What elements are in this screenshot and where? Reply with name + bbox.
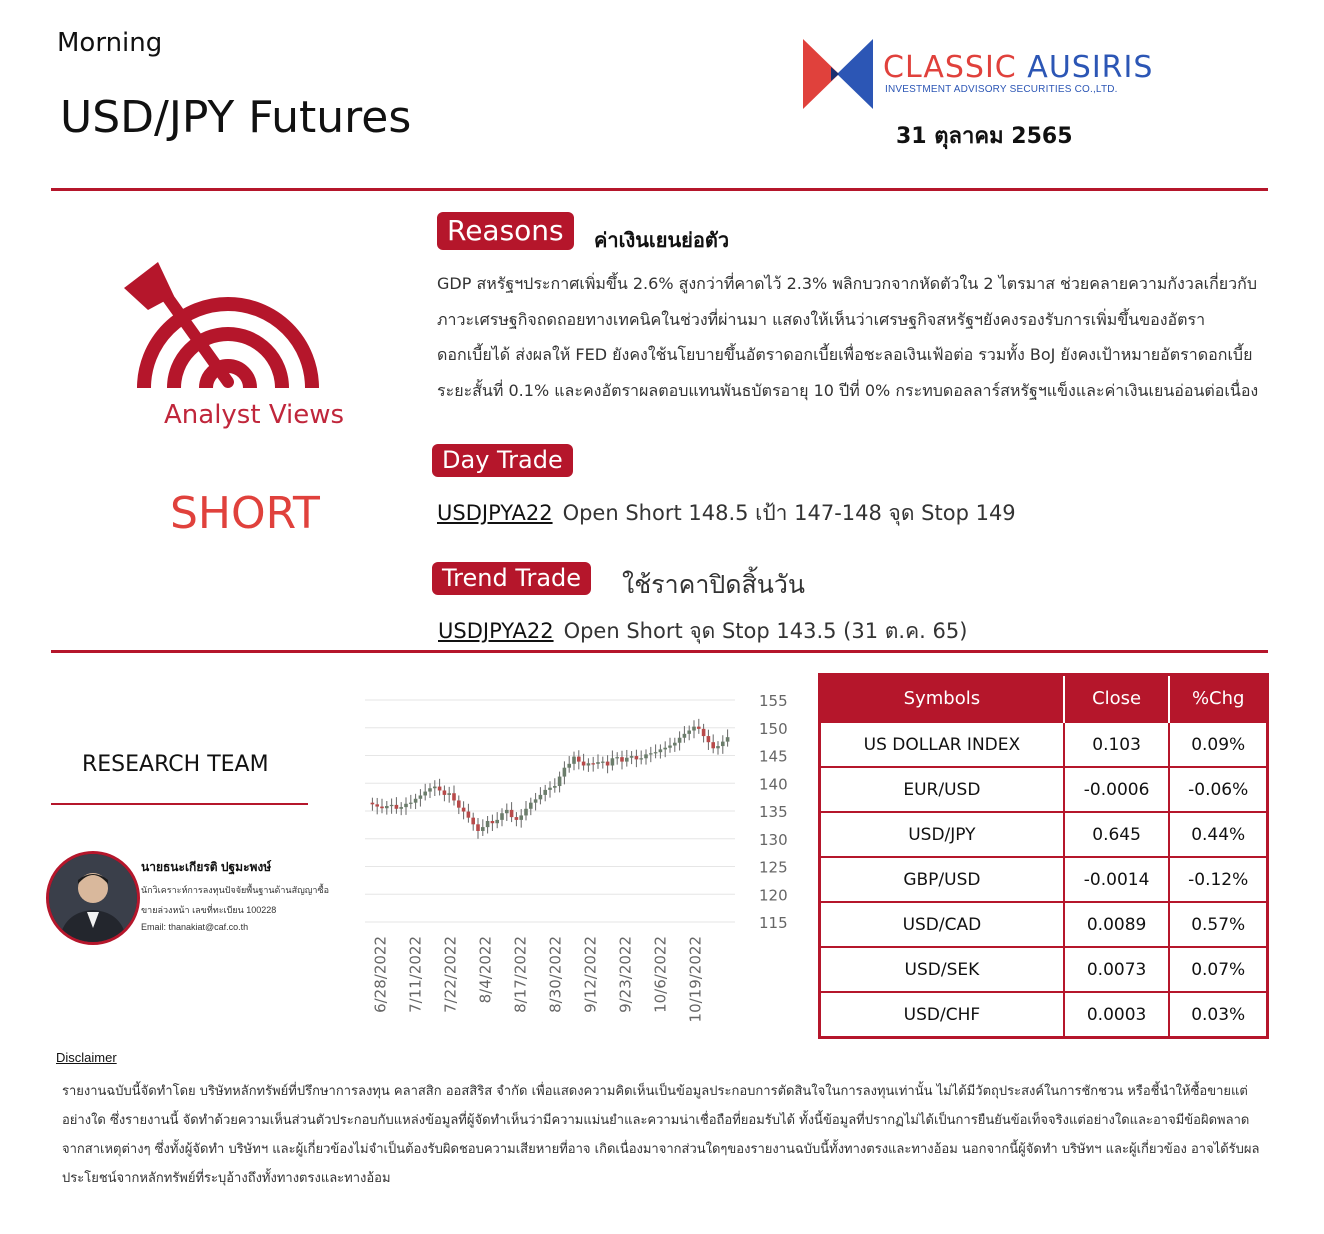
candle	[529, 798, 533, 815]
trend-trade-tag: Trend Trade	[432, 562, 591, 595]
candle	[630, 751, 634, 764]
candle	[563, 761, 567, 784]
company-subtitle: INVESTMENT ADVISORY SECURITIES CO.,LTD.	[885, 84, 1118, 95]
candle	[462, 801, 466, 819]
candle	[491, 815, 495, 831]
candle	[385, 801, 389, 815]
close-cell: -0.0014	[1064, 857, 1170, 902]
x-tick-label: 10/19/2022	[686, 936, 705, 1023]
candle	[582, 754, 586, 771]
x-tick-label: 9/23/2022	[616, 936, 635, 1013]
candle	[495, 812, 499, 828]
candle	[467, 804, 471, 823]
candle	[534, 793, 538, 810]
candle	[639, 751, 643, 765]
day-trade-symbol[interactable]: USDJPYA22	[437, 501, 553, 525]
candle	[567, 756, 571, 773]
candle	[721, 735, 725, 754]
col-close: Close	[1064, 675, 1170, 723]
section-divider	[51, 650, 1268, 653]
candle	[702, 724, 706, 743]
candle	[452, 785, 456, 805]
y-tick-label: 135	[759, 803, 788, 821]
trend-trade-plan: Open Short จุด Stop 143.5 (31 ต.ค. 65)	[563, 619, 968, 643]
table-row	[820, 812, 1268, 857]
report-kicker: Morning	[57, 28, 163, 58]
close-cell: -0.0006	[1064, 767, 1170, 812]
usdjpy-price-chart	[340, 680, 800, 1040]
candle	[409, 795, 413, 809]
x-tick-label: 9/12/2022	[581, 936, 600, 1013]
candle	[668, 738, 672, 753]
symbol-cell: USD/SEK	[820, 947, 1064, 992]
chg-cell: -0.12%	[1169, 857, 1267, 902]
candle	[697, 719, 701, 734]
header-divider	[51, 188, 1268, 191]
research-team-label: RESEARCH TEAM	[82, 752, 269, 777]
candle	[606, 755, 610, 773]
x-tick-label: 6/28/2022	[371, 936, 390, 1013]
market-table	[818, 673, 1269, 1039]
candle	[539, 787, 543, 804]
close-cell: 0.0003	[1064, 992, 1170, 1038]
candle	[649, 747, 653, 762]
disclaimer-body: รายงานฉบับนี้จัดทำโดย บริษัทหลักทรัพย์ที่ปรึกษาการลงทุน คลาสสิก ออสสิริส จำกัด เพื่อแสดงความคิดเห็นเป็นข้อมูลประกอบการตัดสินใจในการลงทุนเท่านั้น ไม่ได้มีวัตถุประสงค์ในการชักชวน หรือชี้นำให้ซื้อขายแต่อย่างใด ซึ่งรายงานนี้ จัดทำด้วยความเห็นส่วนตัวประกอบกับแหล่งข้อมูลที่ผู้จัดทำเห็นว่ามีความแม่นยำและความน่าเชื่อถือที่ยอมรับได้ ทั้งนี้ข้อมูลที่ปรากฏไม่ได้เป็นการยืนยันข้อเท็จจริงแต่อย่างใดและอาจมีข้อผิดพลาดจากสาเหตุต่างๆ ซึ่งทั้งผู้จัดทำ บริษัทฯ และผู้เกี่ยวข้องไม่จำเป็นต้องรับผิดชอบความเสียหายที่อาจ เกิดเนื่องมาจากส่วนใดๆของรายงานฉบับนี้ทั้งทางตรงและทางอ้อม นอกจากนี้ผู้จัดทำ บริษัทฯ และผู้เกี่ยวข้อง อาจได้รับผลประโยชน์จากหลักทรัพย์ที่ระบุอ้างถึงทั้งทางตรงและทางอ้อม	[62, 1084, 1260, 1186]
candle	[625, 750, 629, 767]
candle	[471, 813, 475, 831]
candle	[558, 772, 562, 793]
candle	[615, 752, 619, 764]
chg-cell: 0.44%	[1169, 812, 1267, 857]
symbol-cell: EUR/USD	[820, 767, 1064, 812]
col-chg: %Chg	[1169, 675, 1267, 723]
analyst-views-label: Analyst Views	[164, 400, 345, 430]
x-tick-label: 8/17/2022	[511, 936, 530, 1013]
candle	[620, 751, 624, 770]
trend-trade-symbol[interactable]: USDJPYA22	[438, 619, 554, 643]
chg-cell: 0.03%	[1169, 992, 1267, 1038]
chg-cell: 0.07%	[1169, 947, 1267, 992]
candle	[644, 749, 648, 764]
x-tick-label: 7/22/2022	[441, 936, 460, 1013]
day-trade-tag: Day Trade	[432, 444, 573, 477]
table-row	[820, 902, 1268, 947]
x-tick-label: 8/4/2022	[476, 936, 495, 1004]
candle	[371, 798, 375, 811]
position-signal: SHORT	[170, 488, 320, 539]
close-cell: 0.645	[1064, 812, 1170, 857]
company-name: CLASSIC AUSIRIS	[883, 50, 1154, 85]
candle	[543, 785, 547, 801]
symbol-cell: USD/JPY	[820, 812, 1064, 857]
reasons-tag: Reasons	[437, 212, 574, 250]
company-logo-mark	[803, 39, 873, 114]
report-date: 31 ตุลาคม 2565	[896, 124, 1073, 149]
candle	[716, 741, 720, 755]
y-tick-label: 120	[759, 886, 788, 905]
candle	[678, 731, 682, 750]
close-cell: 0.0073	[1064, 947, 1170, 992]
analyst-avatar	[46, 851, 140, 945]
candle	[419, 789, 423, 806]
candle	[548, 781, 552, 797]
candle	[510, 802, 514, 822]
analyst-role: นักวิเคราะห์การลงทุนปัจจัยพื้นฐานด้านสัญญาซื้อขายล่วงหน้า เลขที่ทะเบียน 100228	[141, 885, 329, 915]
day-trade-line	[437, 497, 1016, 530]
x-tick-label: 7/11/2022	[406, 936, 425, 1013]
target-icon	[118, 258, 338, 413]
reasons-body: GDP สหรัฐฯประกาศเพิ่มขึ้น 2.6% สูงกว่าที่คาดไว้ 2.3% พลิกบวกจากหัดตัวใน 2 ไตรมาส ช่วยคลายความกังวลเกี่ยวกับภาวะเศรษฐกิจถดถอยทางเทคนิคในช่วงที่ผ่านมา แสดงให้เห็นว่าเศรษฐกิจสหรัฐฯยังคงรองรับการเพิ่มขึ้นของอัตราดอกเบี้ยได้ ส่งผลให้ FED ยังคงใช้นโยบายขึ้นอัตราดอกเบี้ยเพื่อชะลอเงินเฟ้อต่อ รวมทั้ง BoJ ยังคงเป้าหมายอัตราดอกเบี้ยระยะสั้นที่ 0.1% และคงอัตราผลตอบแทนพันธบัตรอายุ 10 ปีที่ 0% กระทบดอลลาร์สหรัฐฯแข็งและค่าเงินเยนอ่อนต่อเนื่อง	[437, 274, 1259, 400]
candle	[692, 720, 696, 738]
candle	[726, 729, 730, 746]
candle	[428, 783, 432, 798]
candle	[505, 804, 509, 821]
col-symbols: Symbols	[820, 675, 1064, 723]
candle	[404, 797, 408, 814]
candle	[399, 802, 403, 815]
table-row	[820, 722, 1268, 767]
candle	[375, 798, 379, 814]
symbol-cell: USD/CHF	[820, 992, 1064, 1038]
candle	[635, 750, 639, 767]
close-cell: 0.0089	[1064, 902, 1170, 947]
table-row	[820, 992, 1268, 1038]
candle	[673, 738, 677, 752]
candle	[443, 785, 447, 801]
candle	[707, 730, 711, 750]
candle	[591, 757, 595, 772]
table-row	[820, 767, 1268, 812]
symbol-cell: US DOLLAR INDEX	[820, 722, 1064, 767]
y-tick-label: 145	[759, 747, 788, 766]
reasons-headline: ค่าเงินเยนย่อตัว	[594, 228, 730, 252]
candle	[433, 780, 437, 796]
y-tick-label: 125	[759, 858, 788, 877]
candle	[683, 726, 687, 743]
close-cell: 0.103	[1064, 722, 1170, 767]
analyst-name: นายธนะเกียรติ ปฐมะพงษ์	[141, 860, 272, 874]
y-tick-label: 140	[759, 775, 788, 794]
candle	[476, 818, 480, 839]
candle	[438, 779, 442, 796]
candle	[577, 750, 581, 769]
analyst-email[interactable]: Email: thanakiat@caf.co.th	[141, 922, 249, 932]
chg-cell: 0.09%	[1169, 722, 1267, 767]
y-tick-label: 130	[759, 830, 788, 849]
candle	[663, 741, 667, 757]
candle	[587, 758, 591, 772]
candle	[447, 787, 451, 803]
candle	[524, 801, 528, 820]
research-team-underline	[51, 803, 308, 805]
x-tick-label: 8/30/2022	[546, 936, 565, 1013]
candle	[519, 809, 523, 828]
trend-trade-line	[438, 615, 967, 648]
y-tick-label: 150	[759, 719, 788, 738]
y-tick-label: 115	[759, 914, 788, 932]
candle	[572, 752, 576, 771]
candle	[654, 744, 658, 758]
x-tick-label: 10/6/2022	[651, 936, 670, 1013]
candle	[515, 812, 519, 826]
candle	[481, 819, 485, 836]
disclaimer-title: Disclaimer	[56, 1050, 117, 1065]
page-title: USD/JPY Futures	[60, 92, 412, 143]
day-trade-plan: Open Short 148.5 เป้า 147-148 จุด Stop 149	[562, 501, 1016, 525]
candle	[553, 778, 557, 792]
y-tick-label: 155	[759, 692, 788, 710]
candle	[659, 744, 663, 758]
symbol-cell: GBP/USD	[820, 857, 1064, 902]
candle	[596, 754, 600, 768]
candle	[423, 784, 427, 801]
candle	[486, 816, 490, 833]
candle	[711, 734, 715, 753]
chg-cell: -0.06%	[1169, 767, 1267, 812]
trend-trade-note: ใช้ราคาปิดสิ้นวัน	[622, 570, 805, 599]
table-row	[820, 857, 1268, 902]
symbol-cell: USD/CAD	[820, 902, 1064, 947]
chg-cell: 0.57%	[1169, 902, 1267, 947]
candle	[611, 751, 615, 771]
candle	[601, 757, 605, 769]
candle	[414, 794, 418, 809]
table-row	[820, 947, 1268, 992]
